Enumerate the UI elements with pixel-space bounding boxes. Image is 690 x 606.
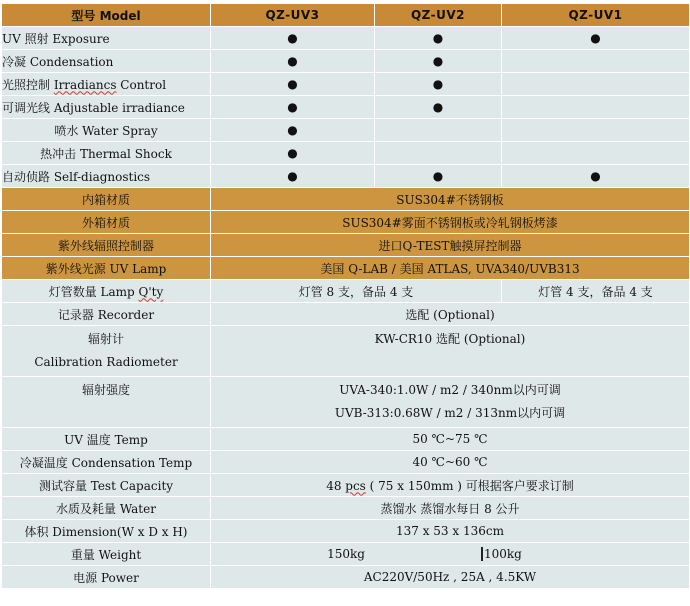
spec-label: 冷凝温度 Condensation Temp <box>2 451 211 474</box>
material-label: 外箱材质 <box>2 211 211 234</box>
feature-mark-uv2: ● <box>375 73 502 96</box>
misspelled-word: Irradiancs <box>53 77 117 92</box>
weight-label: 重量 Weight <box>2 543 211 566</box>
material-value: SUS304#不锈钢板 <box>211 188 690 211</box>
power-row <box>2 566 690 589</box>
material-row <box>2 211 690 234</box>
feature-mark-uv3: ● <box>211 50 375 73</box>
intensity-line-uvb: UVB-313:0.68W / m2 / 313nm以内可调 <box>334 406 566 420</box>
intensity-label: 辐射强度 <box>2 377 211 428</box>
capacity-label: 测试容量 Test Capacity <box>2 474 211 497</box>
recorder-value: 选配 (Optional) <box>211 303 690 326</box>
capacity-row <box>2 474 690 497</box>
spec-value: 蒸馏水 蒸馏水每日 8 公升 <box>211 497 690 520</box>
intensity-row <box>2 377 690 428</box>
material-value: 美国 Q-LAB / 美国 ATLAS, UVA340/UVB313 <box>211 257 690 280</box>
radiometer-label-cn: 辐射计 <box>87 332 124 346</box>
feature-label-cn: 光照控制 <box>2 77 54 92</box>
feature-label: 喷水 Water Spray <box>2 119 211 142</box>
radiometer-value: KW-CR10 选配 (Optional) <box>211 326 690 377</box>
power-label: 电源 Power <box>2 566 211 589</box>
spec-row <box>2 497 690 520</box>
feature-row <box>2 96 690 119</box>
feature-row <box>2 142 690 165</box>
recorder-label: 记录器 Recorder <box>2 303 211 326</box>
feature-mark-uv3: ● <box>211 165 375 188</box>
intensity-line-uva: UVA-340:1.0W / m2 / 340nm以内可调 <box>339 383 561 397</box>
spec-table <box>1 3 690 589</box>
feature-row <box>2 27 690 50</box>
radiometer-label <box>2 326 211 377</box>
feature-mark-uv3: ● <box>211 27 375 50</box>
lamp-qty-row <box>2 280 690 303</box>
intensity-value <box>211 377 690 428</box>
material-label: 紫外线光源 UV Lamp <box>2 257 211 280</box>
feature-mark-uv1: ● <box>502 27 690 50</box>
feature-label <box>2 73 211 96</box>
material-value: SUS304#雾面不锈钢板或冷轧钢板烤漆 <box>211 211 690 234</box>
radiometer-row <box>2 326 690 377</box>
feature-mark-uv2 <box>375 142 502 165</box>
weight-row <box>2 543 690 566</box>
weight-split <box>211 547 689 561</box>
material-label: 紫外线辐照控制器 <box>2 234 211 257</box>
model-header: 型号 Model <box>2 4 211 27</box>
radiometer-label-en: Calibration Radiometer <box>34 355 178 369</box>
spec-row <box>2 520 690 543</box>
feature-row <box>2 50 690 73</box>
lamp-qty-value-a: 灯管 8 支，备品 4 支 <box>211 280 502 303</box>
capacity-detail: ( 75 x 150mm ) 可根据客户要求订制 <box>365 478 574 493</box>
spec-row <box>2 451 690 474</box>
model-qz-uv2: QZ-UV2 <box>375 4 502 27</box>
feature-mark-uv1 <box>502 50 690 73</box>
feature-mark-uv2: ● <box>375 96 502 119</box>
feature-label-rest: Control <box>116 77 167 92</box>
lamp-qty-label <box>2 280 211 303</box>
spec-value: 50 ℃~75 ℃ <box>211 428 690 451</box>
feature-label: 冷凝 Condensation <box>2 50 211 73</box>
feature-row <box>2 119 690 142</box>
recorder-row <box>2 303 690 326</box>
feature-label: 可调光线 Adjustable irradiance <box>2 96 211 119</box>
lamp-qty-label-cn: 灯管数量 Lamp <box>48 284 139 299</box>
lamp-qty-value-b: 灯管 4 支，备品 4 支 <box>502 280 690 303</box>
material-row <box>2 234 690 257</box>
feature-mark-uv3: ● <box>211 119 375 142</box>
model-qz-uv1: QZ-UV1 <box>502 4 690 27</box>
feature-mark-uv1 <box>502 73 690 96</box>
weight-value-b: 100kg <box>484 547 522 561</box>
feature-mark-uv2 <box>375 119 502 142</box>
spec-label: UV 温度 Temp <box>2 428 211 451</box>
spec-row <box>2 428 690 451</box>
feature-label: UV 照射 Exposure <box>2 27 211 50</box>
header-row <box>2 4 690 27</box>
model-qz-uv3: QZ-UV3 <box>211 4 375 27</box>
feature-mark-uv3: ● <box>211 142 375 165</box>
feature-mark-uv2: ● <box>375 27 502 50</box>
feature-mark-uv1: ● <box>502 165 690 188</box>
misspelled-word: pcs <box>345 478 366 493</box>
weight-value <box>211 543 690 566</box>
feature-mark-uv2: ● <box>375 165 502 188</box>
spec-value: 40 ℃~60 ℃ <box>211 451 690 474</box>
material-label: 内箱材质 <box>2 188 211 211</box>
weight-value-a: 150kg <box>327 547 365 561</box>
feature-mark-uv3: ● <box>211 96 375 119</box>
capacity-count: 48 <box>326 478 346 493</box>
material-row <box>2 257 690 280</box>
misspelled-word: Q'ty <box>138 284 164 299</box>
feature-mark-uv1 <box>502 96 690 119</box>
material-value: 进口Q-TEST触摸屏控制器 <box>211 234 690 257</box>
feature-row <box>2 165 690 188</box>
feature-mark-uv1 <box>502 142 690 165</box>
feature-mark-uv3: ● <box>211 73 375 96</box>
feature-label: 自动侦路 Self-diagnostics <box>2 165 211 188</box>
feature-mark-uv2: ● <box>375 50 502 73</box>
capacity-value <box>211 474 690 497</box>
spec-value: 137 x 53 x 136cm <box>211 520 690 543</box>
feature-mark-uv1 <box>502 119 690 142</box>
material-row <box>2 188 690 211</box>
power-value: AC220V/50Hz , 25A , 4.5KW <box>211 566 690 589</box>
spec-label: 水质及耗量 Water <box>2 497 211 520</box>
spec-label: 体积 Dimension(W x D x H) <box>2 520 211 543</box>
feature-row <box>2 73 690 96</box>
feature-label: 热冲击 Thermal Shock <box>2 142 211 165</box>
